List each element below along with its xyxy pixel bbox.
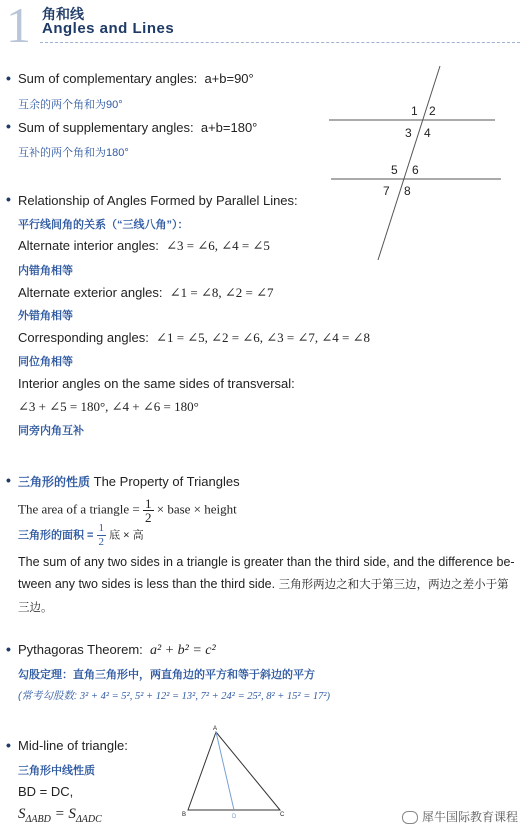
triangle-area-cn: 三角形的面积 = $\frac{1}{2}$ 底 × 高 [18,522,144,548]
bullet-icon: • [6,472,11,488]
angle-label-2: 2 [429,104,436,118]
angle-label-8: 8 [404,184,411,198]
vertex-label-b: B [182,812,187,818]
supplementary-heading: Sum of supplementary angles: a+b=180° [18,120,258,135]
interior-same-formula: ∠3 + ∠5 = 180°, ∠4 + ∠6 = 180° [18,399,199,414]
one-half-fraction-cn: $\frac{1}{2}$ [98,522,105,548]
triangle-median-diagram [178,722,288,822]
alt-interior-line: Alternate interior angles: ∠3 = ∠6, ∠4 = ∠5 [18,238,270,253]
bullet-icon: • [6,118,11,134]
watermark: 犀牛国际教育课程 [402,808,518,825]
triangle-abc [188,732,280,810]
complementary-formula: a+b=90° [204,71,254,86]
bullet-icon: • [6,70,11,86]
corresponding-formula: ∠1 = ∠5, ∠2 = ∠6, ∠3 = ∠7, ∠4 = ∠8 [156,330,371,345]
alt-interior-formula: ∠3 = ∠6, ∠4 = ∠5 [166,238,270,253]
bullet-icon: • [6,737,11,753]
angle-label-7: 7 [383,184,390,198]
corresponding-line: Corresponding angles: ∠1 = ∠5, ∠2 = ∠6, ∠3 = ∠7, ∠4 = ∠8 [18,330,371,345]
alt-exterior-cn: 外错角相等 [18,310,73,322]
angle-label-1: 1 [411,104,418,118]
pythagoras-heading: Pythagoras Theorem: a² + b² = c² [18,642,216,658]
transversal-line [378,66,440,260]
triangle-area-formula: The area of a triangle = $\frac{1}{2}$ × base × height [18,496,237,525]
parallel-heading: Relationship of Angles Formed by Parallel Lines: [18,193,298,208]
midline-eq2: $S_{\Delta ABD} = S_{\Delta ADC}$ [18,806,102,825]
alt-interior-cn: 内错角相等 [18,265,73,277]
section-title-cn: 角和线 [42,6,84,22]
header-divider [40,42,520,43]
interior-same-heading: Interior angles on the same sides of transversal: [18,376,295,391]
bullet-icon: • [6,191,11,207]
midline-cn: 三角形中线性质 [18,765,95,777]
alt-exterior-formula: ∠1 = ∠8, ∠2 = ∠7 [169,285,274,300]
angle-label-3: 3 [405,126,412,140]
pythagoras-note: (常考勾股数: 3² + 4² = 5², 5² + 12² = 13², 7² + 24² = 25², 8² + 15² = 17²) [18,690,331,702]
corresponding-cn: 同位角相等 [18,356,73,368]
bullet-icon: • [6,641,11,657]
angle-label-6: 6 [412,163,419,177]
pythagoras-cn: 勾股定理：直角三角形中，两直角边的平方和等于斜边的平方 [18,669,315,681]
triangle-sides-text: The sum of any two sides in a triangle is greater than the third side, and the difference be-tween any two sides is less than the third side. 三角形两边之和大于第三边，两边之差小于第三边。 [18,555,515,614]
alt-exterior-line: Alternate exterior angles: ∠1 = ∠8, ∠2 = ∠7 [18,285,274,300]
vertex-label-c: C [280,812,285,818]
midline-eq1: BD = DC, [18,784,74,799]
vertex-label-d: D [232,814,237,820]
interior-same-cn: 同旁内角互补 [18,425,84,437]
parallel-lines-diagram [325,60,505,265]
triangles-heading: 三角形的性质 The Property of Triangles [18,474,240,489]
one-half-fraction: $\frac{1}{2}$ [145,496,152,525]
parallel-heading-cn: 平行线间角的关系（“三线八角”）： [18,219,189,231]
section-title-en: Angles and Lines [42,20,175,37]
supplementary-cn: 互补的两个角和为180° [18,147,129,159]
midline-heading: Mid-line of triangle: [18,738,128,753]
vertex-label-a: A [213,726,218,732]
angle-label-5: 5 [391,163,398,177]
wechat-icon [402,811,418,824]
complementary-cn: 互余的两个角和为90° [18,99,123,111]
pythagoras-formula: a² + b² = c² [150,643,216,658]
complementary-heading: Sum of complementary angles: a+b=90° [18,71,254,86]
section-number: 1 [6,0,31,53]
supplementary-formula: a+b=180° [200,120,258,135]
angle-label-4: 4 [424,126,431,140]
